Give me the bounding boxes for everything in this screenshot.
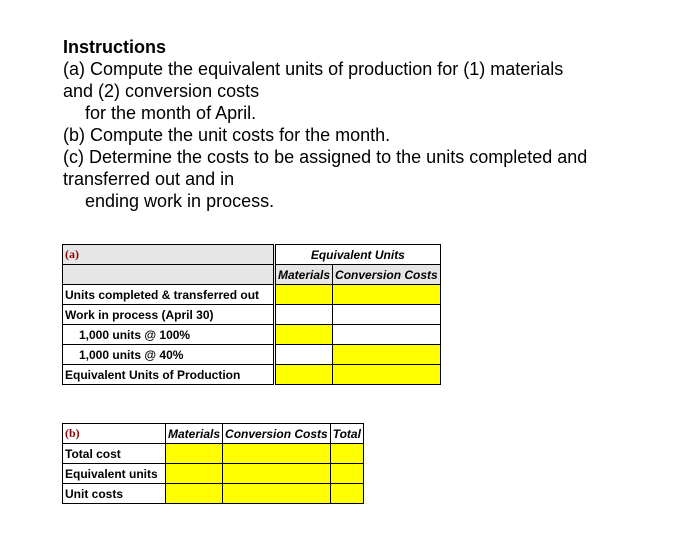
instruction-c-line2: transferred out and in bbox=[63, 169, 235, 189]
materials-total-cost-input[interactable] bbox=[166, 444, 223, 464]
materials-total-input[interactable] bbox=[275, 365, 333, 385]
equivalent-units-table bbox=[62, 244, 441, 385]
unit-costs-table bbox=[62, 423, 364, 504]
part-b-label: (b) bbox=[65, 426, 80, 440]
table-row bbox=[63, 444, 364, 464]
table-row bbox=[63, 245, 441, 265]
table-row bbox=[63, 365, 441, 385]
table-row bbox=[63, 265, 441, 285]
instruction-b: (b) Compute the unit costs for the month. bbox=[63, 125, 391, 145]
table-row bbox=[63, 305, 441, 325]
conversion-completed-input[interactable] bbox=[333, 285, 441, 305]
instruction-c-line1: (c) Determine the costs to be assigned to the units completed and bbox=[63, 147, 588, 167]
instruction-a-line2: and (2) conversion costs bbox=[63, 81, 260, 101]
materials-completed-input[interactable] bbox=[275, 285, 333, 305]
materials-equivalent-units-input[interactable] bbox=[166, 464, 223, 484]
empty-cell bbox=[333, 305, 441, 325]
row-label: Unit costs bbox=[63, 484, 166, 504]
table-row bbox=[63, 285, 441, 305]
instruction-a-line3: for the month of April. bbox=[85, 103, 257, 123]
table-row bbox=[63, 424, 364, 444]
conversion-costs-header: Conversion Costs bbox=[333, 265, 441, 285]
row-label: 1,000 units @ 40% bbox=[63, 345, 275, 365]
total-header: Total bbox=[330, 424, 363, 444]
blank-header-cell bbox=[63, 265, 275, 285]
empty-cell bbox=[333, 325, 441, 345]
conversion-costs-header: Conversion Costs bbox=[223, 424, 331, 444]
row-label: Equivalent units bbox=[63, 464, 166, 484]
part-a-label-cell bbox=[63, 245, 275, 265]
conversion-unit-costs-input[interactable] bbox=[223, 484, 331, 504]
materials-unit-costs-input[interactable] bbox=[166, 484, 223, 504]
instruction-a-line1: (a) Compute the equivalent units of production for (1) materials bbox=[63, 59, 564, 79]
table-row bbox=[63, 325, 441, 345]
row-label: 1,000 units @ 100% bbox=[63, 325, 275, 345]
instruction-c-line3: ending work in process. bbox=[85, 191, 275, 211]
table-row bbox=[63, 464, 364, 484]
instructions-title: Instructions bbox=[63, 37, 167, 57]
row-label: Total cost bbox=[63, 444, 166, 464]
total-unit-costs-input[interactable] bbox=[330, 484, 363, 504]
part-a-label: (a) bbox=[65, 247, 79, 261]
conversion-equivalent-units-input[interactable] bbox=[223, 464, 331, 484]
materials-wip-input[interactable] bbox=[275, 325, 333, 345]
table-row bbox=[63, 345, 441, 365]
equivalent-units-header: Equivalent Units bbox=[275, 245, 441, 265]
total-equivalent-units-input[interactable] bbox=[330, 464, 363, 484]
row-label: Work in process (April 30) bbox=[63, 305, 275, 325]
part-b-label-cell bbox=[63, 424, 166, 444]
conversion-total-input[interactable] bbox=[333, 365, 441, 385]
materials-header: Materials bbox=[166, 424, 223, 444]
instructions-block bbox=[63, 36, 683, 212]
row-label: Equivalent Units of Production bbox=[63, 365, 275, 385]
table-row bbox=[63, 484, 364, 504]
total-total-cost-input[interactable] bbox=[330, 444, 363, 464]
empty-cell bbox=[275, 305, 333, 325]
empty-cell bbox=[275, 345, 333, 365]
materials-header: Materials bbox=[275, 265, 333, 285]
conversion-wip-input[interactable] bbox=[333, 345, 441, 365]
row-label: Units completed & transferred out bbox=[63, 285, 275, 305]
conversion-total-cost-input[interactable] bbox=[223, 444, 331, 464]
